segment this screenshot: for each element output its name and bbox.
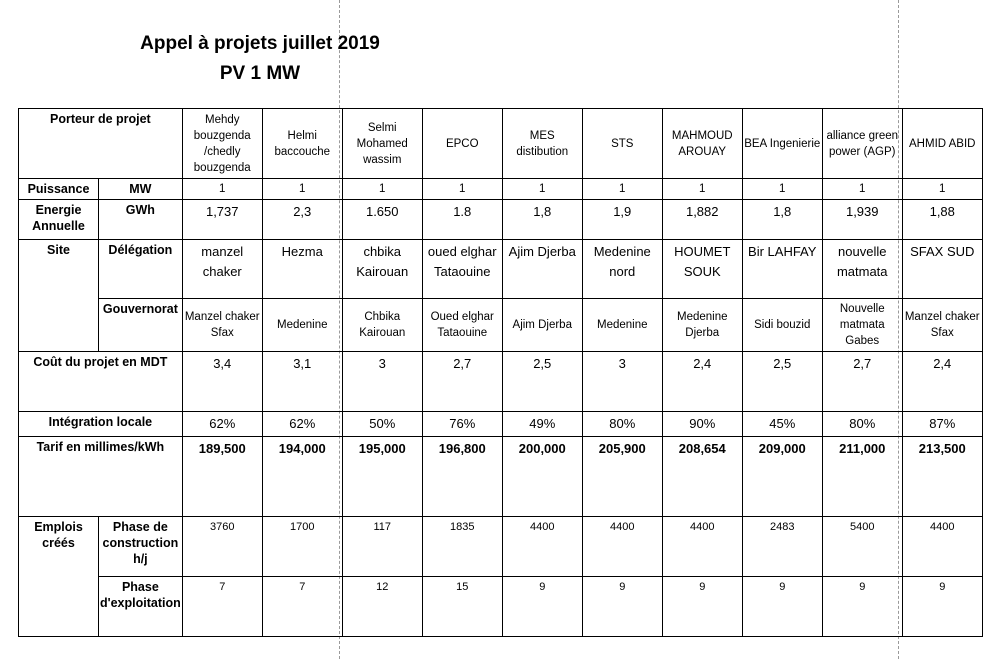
exploitation-value: 7: [262, 577, 342, 637]
integration-value: 87%: [902, 412, 982, 437]
cout-value: 3,4: [182, 352, 262, 412]
integration-value: 62%: [182, 412, 262, 437]
delegation-label: Délégation: [99, 240, 183, 299]
tarif-value: 209,000: [742, 437, 822, 517]
energie-value: 1,737: [182, 200, 262, 240]
integration-label: Intégration locale: [19, 412, 183, 437]
header-row: [19, 109, 983, 179]
cout-value: 2,5: [742, 352, 822, 412]
puissance-value: 1: [182, 179, 262, 200]
document-title: Appel à projets juillet 2019: [140, 33, 380, 54]
cout-value: 2,4: [662, 352, 742, 412]
energie-value: 1,939: [822, 200, 902, 240]
exploitation-value: 12: [342, 577, 422, 637]
delegation-value: chbika Kairouan: [342, 240, 422, 299]
tarif-value: 200,000: [502, 437, 582, 517]
project-name: MAHMOUD AROUAY: [662, 109, 742, 179]
projects-table: [18, 108, 983, 637]
construction-value: 4400: [502, 517, 582, 577]
energie-value: 1,8: [742, 200, 822, 240]
delegation-value: Bir LAHFAY: [742, 240, 822, 299]
gouvernorat-row: [19, 299, 983, 352]
delegation-value: Ajim Djerba: [502, 240, 582, 299]
gouvernorat-label: Gouvernorat: [99, 299, 183, 352]
integration-row: [19, 412, 983, 437]
exploitation-value: 7: [182, 577, 262, 637]
project-name: Selmi Mohamed wassim: [342, 109, 422, 179]
puissance-unit: MW: [99, 179, 183, 200]
integration-value: 80%: [822, 412, 902, 437]
exploitation-value: 9: [582, 577, 662, 637]
project-name: STS: [582, 109, 662, 179]
project-name: MES distibution: [502, 109, 582, 179]
tarif-value: 208,654: [662, 437, 742, 517]
integration-value: 62%: [262, 412, 342, 437]
integration-value: 80%: [582, 412, 662, 437]
delegation-value: manzel chaker: [182, 240, 262, 299]
construction-label: Phase de construction h/j: [99, 517, 183, 577]
exploitation-value: 15: [422, 577, 502, 637]
gouvernorat-value: Chbika Kairouan: [342, 299, 422, 352]
tarif-value: 196,800: [422, 437, 502, 517]
construction-row: [19, 517, 983, 577]
construction-value: 2483: [742, 517, 822, 577]
cout-value: 3,1: [262, 352, 342, 412]
porteur-label: Porteur de projet: [19, 109, 183, 179]
integration-value: 50%: [342, 412, 422, 437]
construction-value: 117: [342, 517, 422, 577]
gouvernorat-value: Ajim Djerba: [502, 299, 582, 352]
exploitation-value: 9: [502, 577, 582, 637]
exploitation-value: 9: [822, 577, 902, 637]
document-subtitle: PV 1 MW: [219, 63, 301, 84]
gouvernorat-value: Manzel chaker Sfax: [182, 299, 262, 352]
project-name: alliance green power (AGP): [822, 109, 902, 179]
project-name: BEA Ingenierie: [742, 109, 822, 179]
energie-row: [19, 200, 983, 240]
construction-value: 1700: [262, 517, 342, 577]
energie-value: 1.650: [342, 200, 422, 240]
cout-label: Coût du projet en MDT: [19, 352, 183, 412]
gouvernorat-value: Medenine: [262, 299, 342, 352]
energie-unit: GWh: [99, 200, 183, 240]
energie-value: 1,882: [662, 200, 742, 240]
tarif-value: 205,900: [582, 437, 662, 517]
construction-value: 1835: [422, 517, 502, 577]
project-name: EPCO: [422, 109, 502, 179]
site-label: Site: [19, 240, 99, 352]
delegation-value: Medenine nord: [582, 240, 662, 299]
gouvernorat-value: Oued elghar Tataouine: [422, 299, 502, 352]
puissance-value: 1: [422, 179, 502, 200]
puissance-value: 1: [902, 179, 982, 200]
delegation-value: Hezma: [262, 240, 342, 299]
delegation-value: HOUMET SOUK: [662, 240, 742, 299]
energie-value: 2,3: [262, 200, 342, 240]
integration-value: 45%: [742, 412, 822, 437]
construction-value: 5400: [822, 517, 902, 577]
integration-value: 76%: [422, 412, 502, 437]
tarif-value: 211,000: [822, 437, 902, 517]
cout-value: 2,4: [902, 352, 982, 412]
puissance-label: Puissance: [19, 179, 99, 200]
cout-value: 2,7: [422, 352, 502, 412]
energie-label: Energie Annuelle: [19, 200, 99, 240]
energie-value: 1,88: [902, 200, 982, 240]
puissance-value: 1: [502, 179, 582, 200]
exploitation-value: 9: [662, 577, 742, 637]
project-name: Helmi baccouche: [262, 109, 342, 179]
exploitation-row: [19, 577, 983, 637]
energie-value: 1,8: [502, 200, 582, 240]
tarif-value: 194,000: [262, 437, 342, 517]
cout-row: [19, 352, 983, 412]
gouvernorat-value: Manzel chaker Sfax: [902, 299, 982, 352]
tarif-label: Tarif en millimes/kWh: [19, 437, 183, 517]
tarif-value: 195,000: [342, 437, 422, 517]
gouvernorat-value: Sidi bouzid: [742, 299, 822, 352]
construction-value: 3760: [182, 517, 262, 577]
gouvernorat-value: Medenine: [582, 299, 662, 352]
tarif-value: 189,500: [182, 437, 262, 517]
delegation-row: [19, 240, 983, 299]
delegation-value: nouvelle matmata: [822, 240, 902, 299]
project-name: Mehdy bouzgenda /chedly bouzgenda: [182, 109, 262, 179]
cout-value: 2,5: [502, 352, 582, 412]
puissance-value: 1: [582, 179, 662, 200]
delegation-value: oued elghar Tataouine: [422, 240, 502, 299]
project-name: AHMID ABID: [902, 109, 982, 179]
cout-value: 2,7: [822, 352, 902, 412]
construction-value: 4400: [662, 517, 742, 577]
puissance-value: 1: [662, 179, 742, 200]
gouvernorat-value: Medenine Djerba: [662, 299, 742, 352]
puissance-value: 1: [262, 179, 342, 200]
tarif-row: [19, 437, 983, 517]
delegation-value: SFAX SUD: [902, 240, 982, 299]
emplois-label: Emplois créés: [19, 517, 99, 637]
exploitation-label: Phase d'exploitation: [99, 577, 183, 637]
construction-value: 4400: [902, 517, 982, 577]
cout-value: 3: [342, 352, 422, 412]
cout-value: 3: [582, 352, 662, 412]
integration-value: 90%: [662, 412, 742, 437]
puissance-value: 1: [342, 179, 422, 200]
construction-value: 4400: [582, 517, 662, 577]
energie-value: 1.8: [422, 200, 502, 240]
exploitation-value: 9: [902, 577, 982, 637]
gouvernorat-value: Nouvelle matmata Gabes: [822, 299, 902, 352]
puissance-value: 1: [742, 179, 822, 200]
integration-value: 49%: [502, 412, 582, 437]
exploitation-value: 9: [742, 577, 822, 637]
puissance-row: [19, 179, 983, 200]
tarif-value: 213,500: [902, 437, 982, 517]
puissance-value: 1: [822, 179, 902, 200]
energie-value: 1,9: [582, 200, 662, 240]
